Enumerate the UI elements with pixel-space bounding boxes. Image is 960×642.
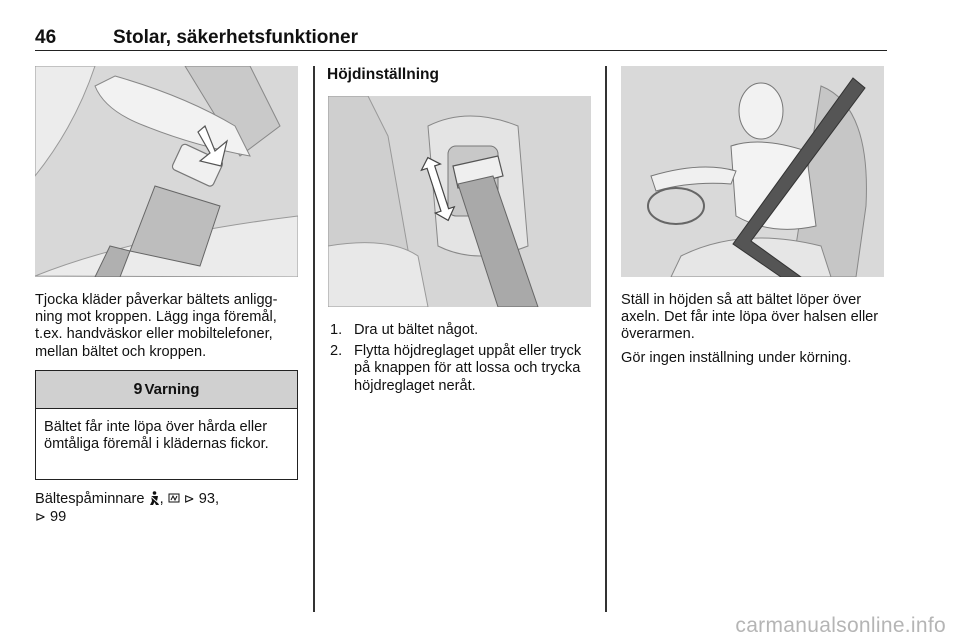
reminder-label: Bältespåminnare bbox=[35, 491, 145, 507]
driving-warning-paragraph: Gör ingen inställning under körning. bbox=[621, 350, 852, 366]
paragraph-line: t.ex. handväskor eller mobiltelefoner, bbox=[35, 326, 273, 343]
reminder-ref-a: 93, bbox=[198, 491, 220, 507]
paragraph-line: Tjocka kläder påverkar bältets anligg- bbox=[35, 292, 278, 308]
warning-title: Varning bbox=[144, 381, 200, 398]
section-title: Höjdinställning bbox=[327, 66, 439, 83]
step-number: 2. bbox=[330, 343, 343, 360]
list-item bbox=[330, 322, 592, 339]
warning-triangle-icon: 9 bbox=[133, 380, 143, 398]
height-adjuster-illustration bbox=[328, 96, 591, 307]
paragraph-line: mellan bältet och kroppen. bbox=[35, 343, 207, 360]
step-text: Dra ut bältet något. bbox=[354, 322, 479, 338]
page-number: 46 bbox=[35, 27, 57, 48]
column-divider-left bbox=[313, 66, 315, 612]
page-title: Stolar, säkerhetsfunktioner bbox=[113, 27, 358, 48]
page-reference-arrow-icon: ⊳ bbox=[183, 491, 195, 506]
warning-box bbox=[35, 370, 298, 480]
airbag-indicator-icon bbox=[168, 492, 180, 504]
adjustment-paragraph: Ställ in höjden så att bältet löper över axeln. Det får inte löpa över halsen eller överarmen. bbox=[621, 292, 879, 343]
driver-belt-illustration bbox=[621, 66, 884, 277]
buckle-illustration bbox=[35, 66, 298, 277]
step-text: Flytta höjdreglaget uppåt eller tryck på knappen för att lossa och trycka höjdreglaget neråt. bbox=[354, 343, 582, 394]
page-reference-arrow-icon: ⊳ bbox=[35, 509, 46, 525]
page-header bbox=[35, 27, 887, 51]
clothing-note-paragraph bbox=[35, 292, 301, 361]
reminder-ref-b: 99 bbox=[49, 509, 67, 526]
seatbelt-reminder: Bältespåminnare , ⊳ 93, ⊳ 99 bbox=[35, 491, 220, 526]
warning-body: Bältet får inte löpa över hårda eller ömtåliga föremål i klädernas fickor. bbox=[44, 419, 269, 453]
step-number: 1. bbox=[330, 322, 343, 338]
column-divider-right bbox=[605, 66, 607, 612]
adjustment-steps bbox=[330, 322, 592, 399]
footer-watermark: carmanualsonline.info bbox=[735, 614, 946, 637]
list-item bbox=[330, 343, 592, 395]
warning-header bbox=[36, 371, 297, 409]
paragraph-line: ning mot kroppen. Lägg inga föremål, bbox=[35, 309, 277, 326]
seatbelt-person-icon bbox=[149, 491, 160, 505]
